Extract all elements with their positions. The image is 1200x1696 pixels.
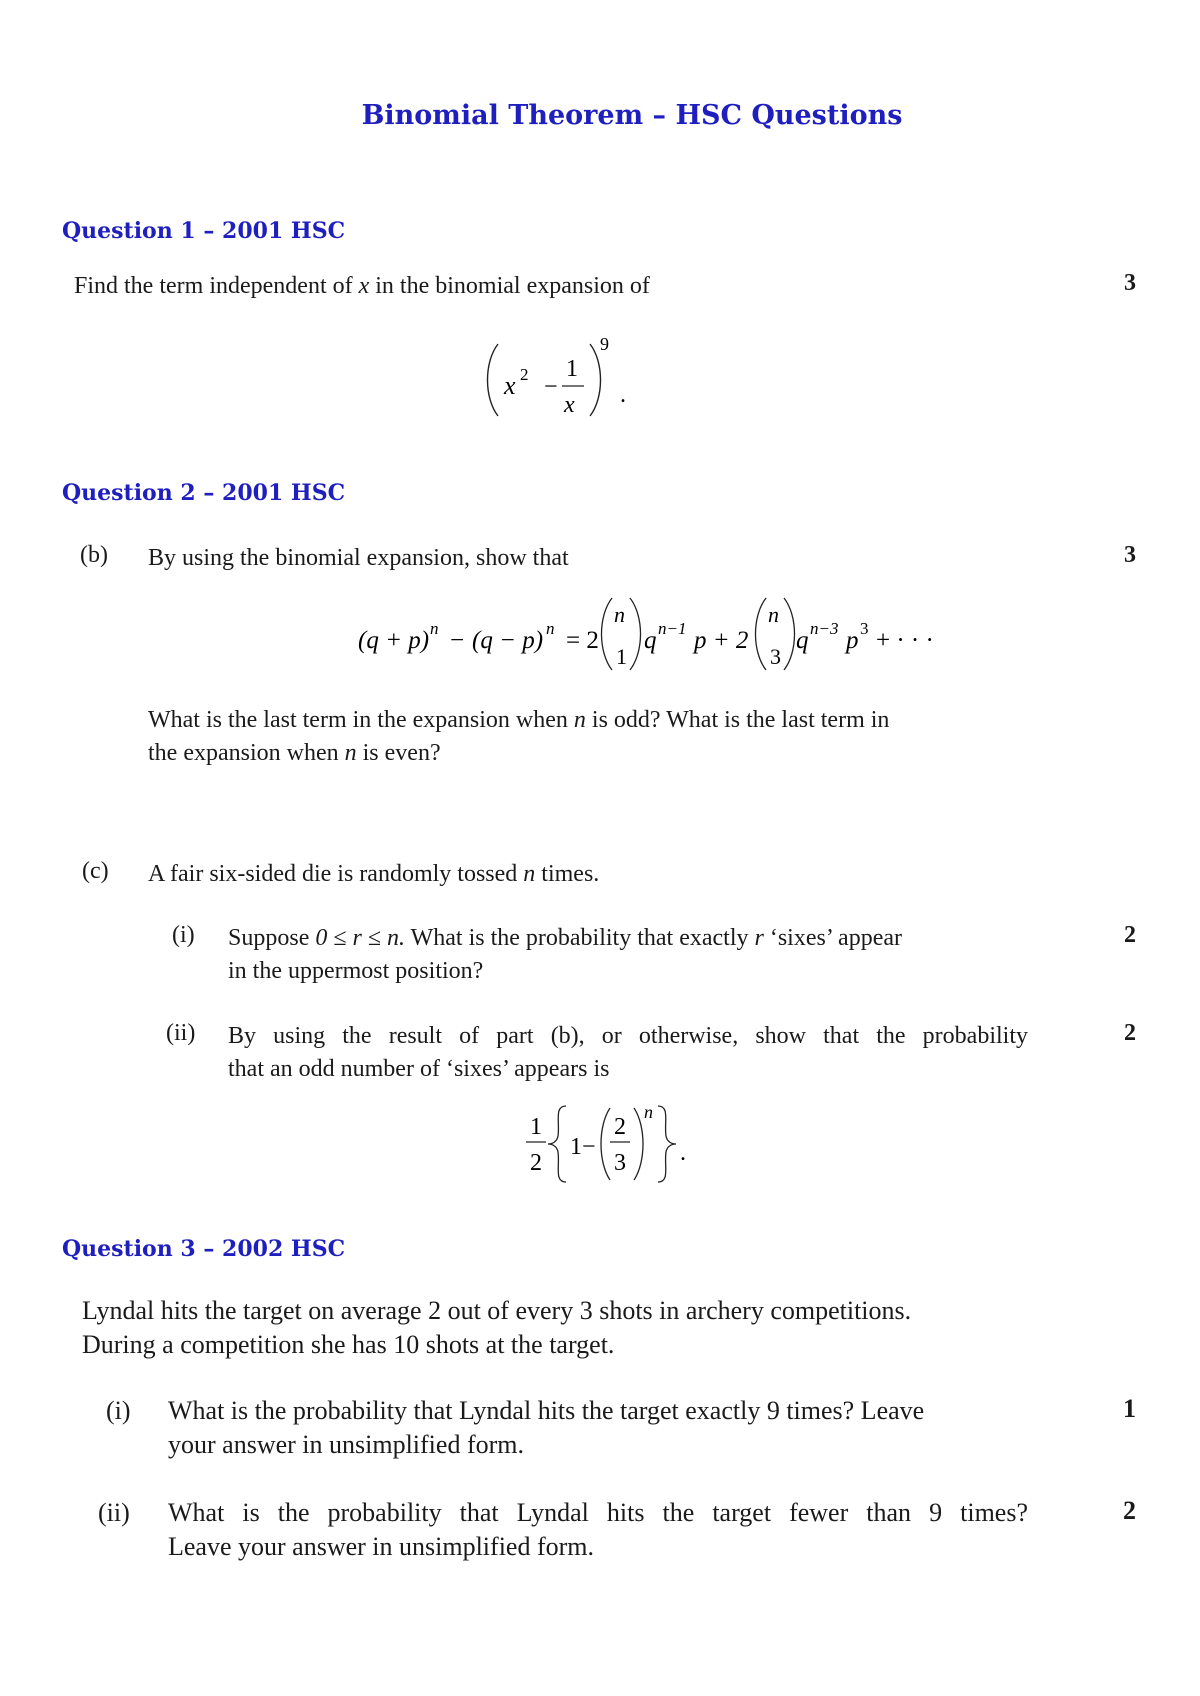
q2-formula-minus: − bbox=[450, 627, 465, 654]
binom2-right-paren bbox=[784, 598, 795, 670]
binom1-bottom: 1 bbox=[616, 644, 627, 669]
q2-c-ii-label: (ii) bbox=[166, 1020, 196, 1046]
q2-formula-q1: q bbox=[644, 627, 657, 654]
q2-formula-p: p bbox=[846, 627, 859, 654]
q3-i-marks: 1 bbox=[1123, 1394, 1136, 1423]
q2-c-i-text bbox=[228, 922, 1028, 988]
q2-formula-p3: 3 bbox=[860, 619, 869, 638]
q3-i-text bbox=[168, 1394, 1028, 1462]
q1-var-x: x bbox=[358, 273, 370, 299]
q2-formula-exp1: n−1 bbox=[658, 619, 687, 638]
q1-formula-base: x bbox=[504, 371, 516, 400]
q2-followup-2a: the expansion when bbox=[148, 740, 345, 766]
q1-formula-num: 1 bbox=[566, 356, 578, 382]
q2-followup-2n: n bbox=[344, 740, 357, 766]
question-2-heading: Question 2 – 2001 HSC bbox=[62, 480, 346, 506]
q2-c-i-label: (i) bbox=[172, 922, 195, 948]
q3-ii-line2: Leave your answer in unsimplified form. bbox=[168, 1532, 594, 1561]
inner-denominator: 3 bbox=[614, 1150, 626, 1176]
q2-formula-p-plus-2: p + 2 bbox=[694, 627, 749, 654]
q3-ii-marks: 2 bbox=[1123, 1496, 1136, 1525]
q2-c-i-marks: 2 bbox=[1124, 922, 1136, 948]
q3-i-line2: your answer in unsimplified form. bbox=[168, 1430, 524, 1459]
q2-formula-lhs2: (q − p) bbox=[472, 627, 544, 654]
binom1-top: n bbox=[614, 602, 625, 627]
q2-b-label: (b) bbox=[80, 542, 108, 568]
q2-b-followup-line2 bbox=[148, 737, 1028, 770]
question-1-heading: Question 1 – 2001 HSC bbox=[62, 218, 346, 244]
inner-right-paren bbox=[634, 1108, 643, 1180]
q2-followup-1b: is odd? What is the last term in bbox=[585, 707, 890, 733]
q2-b-followup bbox=[148, 704, 1028, 770]
q2-b-formula bbox=[354, 590, 954, 680]
q2-c-ii-text bbox=[228, 1020, 1028, 1086]
half-numerator: 1 bbox=[530, 1114, 542, 1140]
q3-i-label: (i) bbox=[106, 1396, 131, 1425]
q2-c-i-line2: in the uppermost position? bbox=[228, 958, 484, 984]
q2-formula-lhs1: (q + p) bbox=[358, 627, 430, 654]
q1-formula-exp2: 2 bbox=[520, 365, 529, 384]
q2-c-text bbox=[148, 858, 599, 891]
question-1-formula bbox=[480, 330, 660, 430]
q1-formula-den: x bbox=[564, 392, 575, 418]
q2-formula-exp2: n−3 bbox=[810, 619, 839, 638]
q2-formula-n2: n bbox=[546, 619, 555, 638]
q2-c-text-n: n bbox=[523, 861, 536, 887]
q2-c-ii-formula bbox=[520, 1098, 700, 1190]
q2-c-text-b: times. bbox=[535, 861, 600, 887]
q3-intro-line1: Lyndal hits the target on average 2 out of every 3 shots in archery competitions. bbox=[82, 1296, 912, 1325]
q3-ii-text bbox=[168, 1496, 1028, 1564]
q2-c-ii-marks: 2 bbox=[1124, 1020, 1136, 1046]
q1-formula-power: 9 bbox=[600, 334, 609, 354]
question-1-text bbox=[74, 270, 650, 303]
q1-formula-end: . bbox=[620, 382, 626, 408]
q3-ii-label: (ii) bbox=[98, 1498, 130, 1527]
q3-intro-line2: During a competition she has 10 shots at the target. bbox=[82, 1330, 615, 1359]
q3-i-line1: What is the probability that Lyndal hits the target exactly 9 times? Leave bbox=[168, 1396, 925, 1425]
q2-formula-n1: n bbox=[430, 619, 439, 638]
q2-followup-1a: What is the last term in the expansion when bbox=[148, 707, 574, 733]
binom2-left-paren bbox=[756, 598, 767, 670]
q2-b-followup-line1 bbox=[148, 704, 1028, 737]
page-title: Binomial Theorem – HSC Questions bbox=[361, 100, 903, 131]
q2-followup-1n: n bbox=[573, 707, 586, 733]
q2-c-text-a: A fair six-sided die is randomly tossed bbox=[148, 861, 524, 887]
q2-c-i-1c: ‘sixes’ appear bbox=[763, 925, 902, 951]
q2-b-marks: 3 bbox=[1124, 542, 1136, 568]
q2-formula-q2: q bbox=[796, 627, 809, 654]
q2-c-i-1a: Suppose bbox=[228, 925, 316, 951]
binom1-right-paren bbox=[630, 598, 641, 670]
inner-numerator: 2 bbox=[614, 1114, 626, 1140]
q2-followup-2b: is even? bbox=[356, 740, 441, 766]
half-denominator: 2 bbox=[530, 1150, 542, 1176]
binom1-left-paren bbox=[602, 598, 613, 670]
q2-c-i-r: r bbox=[754, 925, 764, 951]
one-minus: 1− bbox=[570, 1134, 596, 1160]
q2-c-ii-line1: By using the result of part (b), or otherwise, show that the probability bbox=[228, 1023, 1028, 1049]
left-brace bbox=[548, 1106, 566, 1182]
q1-right-paren bbox=[590, 344, 601, 416]
q2-c-ii-line2: that an odd number of ‘sixes’ appears is bbox=[228, 1056, 610, 1082]
q2-c-i-1b: What is the probability that exactly bbox=[405, 925, 755, 951]
binom2-top: n bbox=[768, 602, 779, 627]
right-brace bbox=[658, 1106, 676, 1182]
q3-intro bbox=[82, 1294, 1042, 1362]
binom2-bottom: 3 bbox=[770, 644, 781, 669]
question-3-heading: Question 3 – 2002 HSC bbox=[62, 1236, 346, 1262]
inner-power: n bbox=[644, 1102, 653, 1122]
q2-b-text: By using the binomial expansion, show that bbox=[148, 545, 569, 571]
q2-c-i-ineq: 0 ≤ r ≤ n. bbox=[315, 925, 406, 951]
q2-formula-eq: = 2 bbox=[566, 627, 599, 654]
q1-text-b: in the binomial expansion of bbox=[369, 273, 650, 299]
q1-text-a: Find the term independent of bbox=[74, 273, 359, 299]
q2-c-i-line1 bbox=[228, 922, 1028, 955]
q1-left-paren bbox=[488, 344, 499, 416]
q3-ii-line1: What is the probability that Lyndal hits the target fewer than 9 times? bbox=[168, 1498, 1028, 1527]
inner-left-paren bbox=[601, 1108, 610, 1180]
question-1-marks: 3 bbox=[1124, 270, 1136, 296]
formula-end: . bbox=[680, 1140, 686, 1166]
q2-c-label: (c) bbox=[82, 858, 109, 884]
q1-formula-minus: − bbox=[544, 374, 558, 400]
q2-formula-tail: + · · · bbox=[876, 627, 934, 654]
